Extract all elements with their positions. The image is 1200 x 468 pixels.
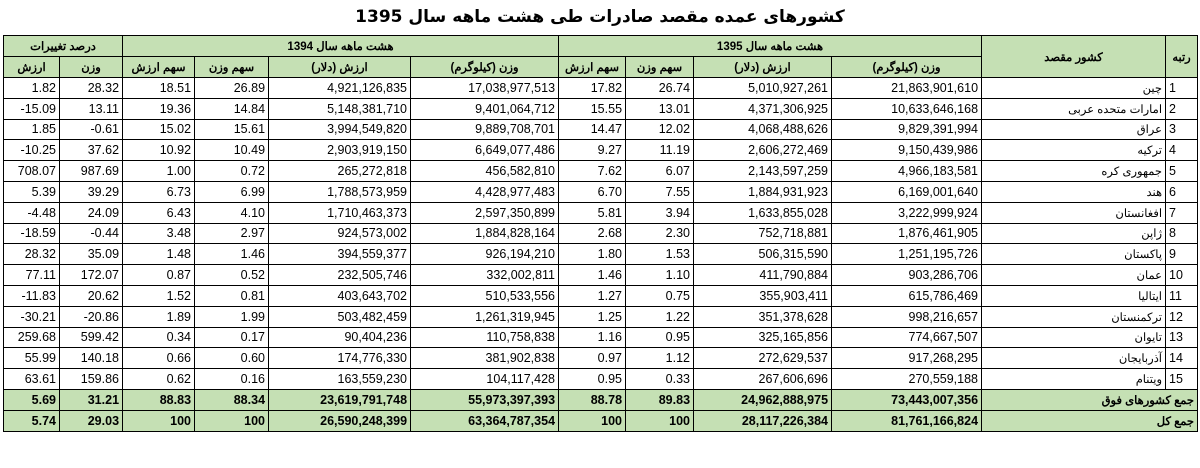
weight-kg-1395-cell: 917,268,295 <box>832 348 982 369</box>
value-share-1394-header: سهم ارزش <box>123 57 195 78</box>
value-share-1394-cell: 0.34 <box>123 327 195 348</box>
change-value-cell: -15.09 <box>4 98 60 119</box>
value-usd-1394-cell: 2,903,919,150 <box>269 140 411 161</box>
change-value-cell: -4.48 <box>4 202 60 223</box>
change-value-cell: 259.68 <box>4 327 60 348</box>
rank-cell: 3 <box>1166 119 1198 140</box>
total-value-share-1394-cell: 100 <box>123 410 195 431</box>
country-cell: جمهوری کره <box>982 161 1166 182</box>
value-share-1395-cell: 15.55 <box>559 98 626 119</box>
country-cell: ترکیه <box>982 140 1166 161</box>
change-weight-cell: 37.62 <box>60 140 123 161</box>
value-share-1394-cell: 3.48 <box>123 223 195 244</box>
weight-share-1395-cell: 7.55 <box>626 181 694 202</box>
rank-cell: 12 <box>1166 306 1198 327</box>
table-row <box>4 244 1198 265</box>
value-usd-1394-cell: 174,776,330 <box>269 348 411 369</box>
weight-kg-1394-header: وزن (کیلوگرم) <box>411 57 559 78</box>
table-row <box>4 306 1198 327</box>
value-share-1394-cell: 0.66 <box>123 348 195 369</box>
total-value-share-1395-cell: 100 <box>559 410 626 431</box>
weight-share-1394-cell: 14.84 <box>195 98 269 119</box>
table-row <box>4 223 1198 244</box>
value-share-1395-cell: 1.46 <box>559 265 626 286</box>
change-weight-cell: 20.62 <box>60 285 123 306</box>
value-usd-1394-header: ارزش (دلار) <box>269 57 411 78</box>
weight-share-1394-cell: 0.81 <box>195 285 269 306</box>
value-usd-1395-cell: 2,606,272,469 <box>694 140 832 161</box>
value-usd-1395-cell: 752,718,881 <box>694 223 832 244</box>
value-share-1395-cell: 0.97 <box>559 348 626 369</box>
weight-share-1395-cell: 0.33 <box>626 369 694 390</box>
change-percent-header: درصد تغییرات <box>4 36 123 57</box>
value-usd-1394-cell: 924,573,002 <box>269 223 411 244</box>
weight-kg-1395-cell: 774,667,507 <box>832 327 982 348</box>
weight-share-1394-header: سهم وزن <box>195 57 269 78</box>
rank-header: رتبه <box>1166 36 1198 78</box>
weight-kg-1395-cell: 3,222,999,924 <box>832 202 982 223</box>
value-usd-1394-cell: 163,559,230 <box>269 369 411 390</box>
change-value-cell: -30.21 <box>4 306 60 327</box>
change-weight-cell: 39.29 <box>60 181 123 202</box>
total-change-value-cell: 5.74 <box>4 410 60 431</box>
weight-kg-1394-cell: 456,582,810 <box>411 161 559 182</box>
total-value-usd-1394-cell: 23,619,791,748 <box>269 389 411 410</box>
weight-kg-1394-cell: 1,261,319,945 <box>411 306 559 327</box>
value-usd-1394-cell: 503,482,459 <box>269 306 411 327</box>
table-row <box>4 98 1198 119</box>
change-value-cell: 5.39 <box>4 181 60 202</box>
value-usd-1394-cell: 90,404,236 <box>269 327 411 348</box>
total-weight-kg-1394-cell: 55,973,397,393 <box>411 389 559 410</box>
weight-share-1394-cell: 6.99 <box>195 181 269 202</box>
change-weight-cell: 172.07 <box>60 265 123 286</box>
change-weight-cell: 28.32 <box>60 78 123 99</box>
weight-share-1394-cell: 1.46 <box>195 244 269 265</box>
weight-kg-1394-cell: 510,533,556 <box>411 285 559 306</box>
total-row <box>4 410 1198 431</box>
weight-share-1395-cell: 1.53 <box>626 244 694 265</box>
weight-kg-1394-cell: 4,428,977,483 <box>411 181 559 202</box>
weight-kg-1395-header: وزن (کیلوگرم) <box>832 57 982 78</box>
value-share-1395-cell: 7.62 <box>559 161 626 182</box>
value-share-1394-cell: 19.36 <box>123 98 195 119</box>
weight-kg-1394-cell: 926,194,210 <box>411 244 559 265</box>
rank-cell: 2 <box>1166 98 1198 119</box>
rank-cell: 11 <box>1166 285 1198 306</box>
weight-share-1394-cell: 0.52 <box>195 265 269 286</box>
value-usd-1394-cell: 232,505,746 <box>269 265 411 286</box>
rank-cell: 9 <box>1166 244 1198 265</box>
value-usd-1395-cell: 2,143,597,259 <box>694 161 832 182</box>
value-usd-1394-cell: 403,643,702 <box>269 285 411 306</box>
total-weight-share-1395-cell: 89.83 <box>626 389 694 410</box>
value-share-1394-cell: 18.51 <box>123 78 195 99</box>
weight-share-1395-cell: 1.22 <box>626 306 694 327</box>
weight-kg-1395-cell: 903,286,706 <box>832 265 982 286</box>
change-value-cell: 28.32 <box>4 244 60 265</box>
weight-share-1395-header: سهم وزن <box>626 57 694 78</box>
total-label: جمع کشورهای فوق <box>982 389 1198 410</box>
table-row <box>4 265 1198 286</box>
period-1394-header: هشت ماهه سال 1394 <box>123 36 559 57</box>
total-weight-share-1395-cell: 100 <box>626 410 694 431</box>
value-share-1395-cell: 14.47 <box>559 119 626 140</box>
weight-share-1395-cell: 3.94 <box>626 202 694 223</box>
rank-cell: 13 <box>1166 327 1198 348</box>
weight-kg-1395-cell: 998,216,657 <box>832 306 982 327</box>
weight-kg-1394-cell: 9,401,064,712 <box>411 98 559 119</box>
value-share-1394-cell: 6.73 <box>123 181 195 202</box>
table-body <box>4 78 1198 432</box>
weight-share-1395-cell: 0.95 <box>626 327 694 348</box>
weight-share-1395-cell: 13.01 <box>626 98 694 119</box>
rank-cell: 14 <box>1166 348 1198 369</box>
value-usd-1395-cell: 355,903,411 <box>694 285 832 306</box>
weight-share-1395-cell: 2.30 <box>626 223 694 244</box>
total-value-usd-1395-cell: 28,117,226,384 <box>694 410 832 431</box>
weight-kg-1394-cell: 17,038,977,513 <box>411 78 559 99</box>
total-label: جمع کل <box>982 410 1198 431</box>
weight-kg-1394-cell: 381,902,838 <box>411 348 559 369</box>
value-share-1395-header: سهم ارزش <box>559 57 626 78</box>
country-cell: ترکمنستان <box>982 306 1166 327</box>
total-value-usd-1395-cell: 24,962,888,975 <box>694 389 832 410</box>
total-change-weight-cell: 29.03 <box>60 410 123 431</box>
weight-share-1394-cell: 10.49 <box>195 140 269 161</box>
page-title: کشورهای عمده مقصد صادرات طی هشت ماهه سال 1395 <box>355 7 845 27</box>
value-usd-1394-cell: 394,559,377 <box>269 244 411 265</box>
weight-kg-1395-cell: 9,150,439,986 <box>832 140 982 161</box>
rank-cell: 7 <box>1166 202 1198 223</box>
value-share-1394-cell: 1.48 <box>123 244 195 265</box>
weight-kg-1395-cell: 1,876,461,905 <box>832 223 982 244</box>
weight-kg-1394-cell: 6,649,077,486 <box>411 140 559 161</box>
country-cell: عراق <box>982 119 1166 140</box>
country-cell: تایوان <box>982 327 1166 348</box>
weight-share-1394-cell: 1.99 <box>195 306 269 327</box>
value-share-1395-cell: 0.95 <box>559 369 626 390</box>
change-weight-cell: 987.69 <box>60 161 123 182</box>
value-usd-1394-cell: 1,788,573,959 <box>269 181 411 202</box>
weight-kg-1394-cell: 104,117,428 <box>411 369 559 390</box>
change-value-cell: 77.11 <box>4 265 60 286</box>
weight-kg-1394-cell: 110,758,838 <box>411 327 559 348</box>
value-share-1395-cell: 17.82 <box>559 78 626 99</box>
weight-share-1395-cell: 6.07 <box>626 161 694 182</box>
value-usd-1394-cell: 5,148,381,710 <box>269 98 411 119</box>
rank-cell: 6 <box>1166 181 1198 202</box>
total-change-weight-cell: 31.21 <box>60 389 123 410</box>
value-usd-1395-cell: 5,010,927,261 <box>694 78 832 99</box>
total-row <box>4 389 1198 410</box>
weight-kg-1395-cell: 6,169,001,640 <box>832 181 982 202</box>
table-row <box>4 78 1198 99</box>
rank-cell: 8 <box>1166 223 1198 244</box>
period-1395-header: هشت ماهه سال 1395 <box>559 36 982 57</box>
weight-share-1394-cell: 0.72 <box>195 161 269 182</box>
weight-share-1395-cell: 1.10 <box>626 265 694 286</box>
change-weight-cell: 599.42 <box>60 327 123 348</box>
total-value-share-1394-cell: 88.83 <box>123 389 195 410</box>
rank-cell: 15 <box>1166 369 1198 390</box>
change-value-cell: -11.83 <box>4 285 60 306</box>
weight-share-1394-cell: 15.61 <box>195 119 269 140</box>
rank-cell: 1 <box>1166 78 1198 99</box>
value-share-1394-cell: 1.89 <box>123 306 195 327</box>
weight-share-1394-cell: 0.17 <box>195 327 269 348</box>
total-weight-kg-1395-cell: 81,761,166,824 <box>832 410 982 431</box>
total-value-share-1395-cell: 88.78 <box>559 389 626 410</box>
change-weight-cell: -20.86 <box>60 306 123 327</box>
value-share-1395-cell: 1.25 <box>559 306 626 327</box>
total-value-usd-1394-cell: 26,590,248,399 <box>269 410 411 431</box>
value-usd-1395-cell: 272,629,537 <box>694 348 832 369</box>
value-share-1395-cell: 1.80 <box>559 244 626 265</box>
weight-share-1395-cell: 0.75 <box>626 285 694 306</box>
value-usd-1394-cell: 1,710,463,373 <box>269 202 411 223</box>
weight-share-1395-cell: 1.12 <box>626 348 694 369</box>
table-row <box>4 285 1198 306</box>
country-cell: آذربایجان <box>982 348 1166 369</box>
weight-kg-1395-cell: 270,559,188 <box>832 369 982 390</box>
weight-share-1394-cell: 4.10 <box>195 202 269 223</box>
table-row <box>4 369 1198 390</box>
value-usd-1395-cell: 267,606,696 <box>694 369 832 390</box>
weight-kg-1394-cell: 9,889,708,701 <box>411 119 559 140</box>
total-weight-kg-1395-cell: 73,443,007,356 <box>832 389 982 410</box>
country-cell: هند <box>982 181 1166 202</box>
value-usd-1395-header: ارزش (دلار) <box>694 57 832 78</box>
value-usd-1395-cell: 4,068,488,626 <box>694 119 832 140</box>
change-value-cell: 1.82 <box>4 78 60 99</box>
total-weight-share-1394-cell: 88.34 <box>195 389 269 410</box>
value-share-1395-cell: 2.68 <box>559 223 626 244</box>
weight-kg-1395-cell: 9,829,391,994 <box>832 119 982 140</box>
value-share-1395-cell: 5.81 <box>559 202 626 223</box>
country-cell: عمان <box>982 265 1166 286</box>
rank-cell: 5 <box>1166 161 1198 182</box>
change-value-cell: 708.07 <box>4 161 60 182</box>
value-share-1394-cell: 0.87 <box>123 265 195 286</box>
weight-share-1395-cell: 12.02 <box>626 119 694 140</box>
change-weight-cell: -0.44 <box>60 223 123 244</box>
value-usd-1395-cell: 1,633,855,028 <box>694 202 832 223</box>
value-usd-1395-cell: 4,371,306,925 <box>694 98 832 119</box>
value-share-1395-cell: 6.70 <box>559 181 626 202</box>
table-row <box>4 181 1198 202</box>
value-usd-1395-cell: 506,315,590 <box>694 244 832 265</box>
value-share-1394-cell: 1.00 <box>123 161 195 182</box>
weight-kg-1395-cell: 21,863,901,610 <box>832 78 982 99</box>
table-row <box>4 202 1198 223</box>
weight-share-1394-cell: 26.89 <box>195 78 269 99</box>
weight-share-1395-cell: 11.19 <box>626 140 694 161</box>
change-value-cell: 1.85 <box>4 119 60 140</box>
table-row <box>4 161 1198 182</box>
rank-cell: 10 <box>1166 265 1198 286</box>
total-weight-kg-1394-cell: 63,364,787,354 <box>411 410 559 431</box>
country-cell: ویتنام <box>982 369 1166 390</box>
change-weight-cell: 35.09 <box>60 244 123 265</box>
change-weight-header: وزن <box>60 57 123 78</box>
table-row <box>4 119 1198 140</box>
country-cell: ژاپن <box>982 223 1166 244</box>
value-usd-1395-cell: 411,790,884 <box>694 265 832 286</box>
value-usd-1394-cell: 4,921,126,835 <box>269 78 411 99</box>
value-usd-1395-cell: 351,378,628 <box>694 306 832 327</box>
total-weight-share-1394-cell: 100 <box>195 410 269 431</box>
value-share-1395-cell: 1.16 <box>559 327 626 348</box>
weight-share-1394-cell: 0.16 <box>195 369 269 390</box>
value-share-1395-cell: 1.27 <box>559 285 626 306</box>
value-share-1394-cell: 1.52 <box>123 285 195 306</box>
weight-kg-1394-cell: 2,597,350,899 <box>411 202 559 223</box>
country-cell: ایتالیا <box>982 285 1166 306</box>
value-usd-1394-cell: 265,272,818 <box>269 161 411 182</box>
country-cell: امارات متحده عربی <box>982 98 1166 119</box>
weight-kg-1395-cell: 4,966,183,581 <box>832 161 982 182</box>
table-row <box>4 327 1198 348</box>
weight-kg-1395-cell: 615,786,469 <box>832 285 982 306</box>
change-weight-cell: 24.09 <box>60 202 123 223</box>
total-change-value-cell: 5.69 <box>4 389 60 410</box>
value-usd-1394-cell: 3,994,549,820 <box>269 119 411 140</box>
value-share-1394-cell: 15.02 <box>123 119 195 140</box>
weight-kg-1394-cell: 1,884,828,164 <box>411 223 559 244</box>
change-value-cell: 63.61 <box>4 369 60 390</box>
value-share-1394-cell: 0.62 <box>123 369 195 390</box>
value-share-1394-cell: 6.43 <box>123 202 195 223</box>
weight-share-1395-cell: 26.74 <box>626 78 694 99</box>
change-weight-cell: 159.86 <box>60 369 123 390</box>
change-value-cell: 55.99 <box>4 348 60 369</box>
value-share-1394-cell: 10.92 <box>123 140 195 161</box>
table-row <box>4 140 1198 161</box>
table-row <box>4 348 1198 369</box>
country-cell: افغانستان <box>982 202 1166 223</box>
weight-kg-1394-cell: 332,002,811 <box>411 265 559 286</box>
weight-kg-1395-cell: 10,633,646,168 <box>832 98 982 119</box>
weight-kg-1395-cell: 1,251,195,726 <box>832 244 982 265</box>
value-usd-1395-cell: 325,165,856 <box>694 327 832 348</box>
country-cell: چین <box>982 78 1166 99</box>
country-cell: پاکستان <box>982 244 1166 265</box>
value-share-1395-cell: 9.27 <box>559 140 626 161</box>
change-value-cell: -18.59 <box>4 223 60 244</box>
rank-cell: 4 <box>1166 140 1198 161</box>
change-weight-cell: 140.18 <box>60 348 123 369</box>
weight-share-1394-cell: 0.60 <box>195 348 269 369</box>
change-weight-cell: 13.11 <box>60 98 123 119</box>
weight-share-1394-cell: 2.97 <box>195 223 269 244</box>
change-weight-cell: -0.61 <box>60 119 123 140</box>
change-value-cell: -10.25 <box>4 140 60 161</box>
value-usd-1395-cell: 1,884,931,923 <box>694 181 832 202</box>
country-header: کشور مقصد <box>982 36 1166 78</box>
exports-table <box>3 35 1198 432</box>
change-value-header: ارزش <box>4 57 60 78</box>
